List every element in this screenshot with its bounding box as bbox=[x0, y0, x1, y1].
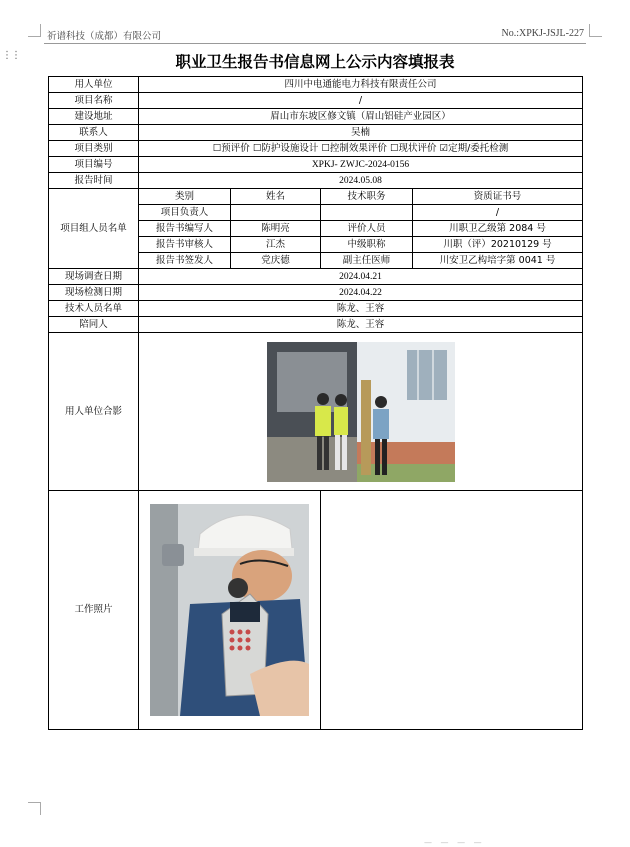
group-photo-image bbox=[267, 342, 455, 482]
team-cell: 中级职称 bbox=[321, 237, 413, 253]
header-company: 祈谱科技（成都）有限公司 bbox=[47, 31, 162, 42]
label-contact: 联系人 bbox=[49, 125, 139, 141]
value-contact: 吴楠 bbox=[139, 125, 583, 141]
group-photo-svg bbox=[267, 342, 455, 482]
checkbox-status-evaluation[interactable]: ☐现状评价 bbox=[389, 142, 437, 154]
row-escort bbox=[49, 317, 583, 333]
team-header-cert: 资质证书号 bbox=[413, 189, 583, 205]
label-team: 项目组人员名单 bbox=[49, 189, 139, 269]
row-group-photo bbox=[49, 333, 583, 491]
work-photo-empty-cell bbox=[321, 491, 583, 730]
footer-faint-mark: — — — — bbox=[424, 838, 485, 847]
row-project-name bbox=[49, 93, 583, 109]
label-employer: 用人单位 bbox=[49, 77, 139, 93]
value-project-type bbox=[139, 141, 583, 157]
team-cell: 江杰 bbox=[231, 237, 321, 253]
work-photo-cell bbox=[139, 491, 321, 730]
row-detect-date bbox=[49, 285, 583, 301]
row-project-no bbox=[49, 157, 583, 173]
page-corner-mark bbox=[28, 24, 41, 37]
team-cell: 报告书审核人 bbox=[139, 237, 231, 253]
row-address bbox=[49, 109, 583, 125]
team-cell: 川安卫乙构培字第 0041 号 bbox=[413, 253, 583, 269]
row-survey-date bbox=[49, 269, 583, 285]
sound-level-meter-photo bbox=[150, 504, 309, 716]
row-contact bbox=[49, 125, 583, 141]
value-employer: 四川中电通能电力科技有限责任公司 bbox=[139, 77, 583, 93]
page-corner-mark bbox=[589, 24, 602, 37]
label-escort: 陪同人 bbox=[49, 317, 139, 333]
team-cell: 项目负责人 bbox=[139, 205, 231, 221]
label-project-name: 项目名称 bbox=[49, 93, 139, 109]
team-cell: 党庆德 bbox=[231, 253, 321, 269]
row-tech-staff bbox=[49, 301, 583, 317]
row-report-time bbox=[49, 173, 583, 189]
team-header-name: 姓名 bbox=[231, 189, 321, 205]
team-cell: 评价人员 bbox=[321, 221, 413, 237]
label-project-type: 项目类别 bbox=[49, 141, 139, 157]
checkbox-periodic-detection[interactable]: ☑定期/委托检测 bbox=[439, 142, 509, 154]
group-photo-cell bbox=[139, 333, 583, 491]
drag-handle-icon[interactable]: ⋮⋮ bbox=[2, 50, 20, 61]
team-cell: 副主任医师 bbox=[321, 253, 413, 269]
value-detect-date: 2024.04.22 bbox=[139, 285, 583, 301]
value-tech-staff: 陈龙、王容 bbox=[139, 301, 583, 317]
label-address: 建设地址 bbox=[49, 109, 139, 125]
label-survey-date: 现场调查日期 bbox=[49, 269, 139, 285]
team-header-title: 技术职务 bbox=[321, 189, 413, 205]
value-survey-date: 2024.04.21 bbox=[139, 269, 583, 285]
label-report-time: 报告时间 bbox=[49, 173, 139, 189]
row-team-header bbox=[49, 189, 583, 205]
team-cell: 川职卫乙级第 2084 号 bbox=[413, 221, 583, 237]
info-table bbox=[48, 76, 583, 730]
team-cell: 川职（评）20210129 号 bbox=[413, 237, 583, 253]
team-cell: 报告书编写人 bbox=[139, 221, 231, 237]
team-cell bbox=[321, 205, 413, 221]
team-cell: 报告书签发人 bbox=[139, 253, 231, 269]
label-tech-staff: 技术人员名单 bbox=[49, 301, 139, 317]
team-cell bbox=[231, 205, 321, 221]
label-group-photo: 用人单位合影 bbox=[49, 333, 139, 491]
value-project-no: XPKJ- ZWJC-2024-0156 bbox=[139, 157, 583, 173]
label-detect-date: 现场检测日期 bbox=[49, 285, 139, 301]
team-cell: 陈明亮 bbox=[231, 221, 321, 237]
page-corner-mark bbox=[28, 802, 41, 815]
page-title: 职业卫生报告书信息网上公示内容填报表 bbox=[175, 53, 455, 71]
label-work-photo: 工作照片 bbox=[49, 491, 139, 730]
team-header-category: 类别 bbox=[139, 189, 231, 205]
header-divider bbox=[44, 43, 586, 44]
value-project-name: / bbox=[139, 93, 583, 109]
team-cell: / bbox=[413, 205, 583, 221]
label-project-no: 项目编号 bbox=[49, 157, 139, 173]
checkbox-control-effect[interactable]: ☐控制效果评价 bbox=[321, 142, 387, 154]
checkbox-pre-evaluation[interactable]: ☐预评价 bbox=[212, 142, 250, 154]
row-project-type bbox=[49, 141, 583, 157]
checkbox-protection-design[interactable]: ☐防护设施设计 bbox=[252, 142, 319, 154]
work-photo-svg bbox=[150, 504, 309, 716]
header-doc-number: No.:XPKJ-JSJL-227 bbox=[501, 28, 584, 39]
value-address: 眉山市东坡区修文镇（眉山铝硅产业园区） bbox=[139, 109, 583, 125]
row-employer bbox=[49, 77, 583, 93]
row-work-photo bbox=[49, 491, 583, 730]
value-report-time: 2024.05.08 bbox=[139, 173, 583, 189]
value-escort: 陈龙、王容 bbox=[139, 317, 583, 333]
